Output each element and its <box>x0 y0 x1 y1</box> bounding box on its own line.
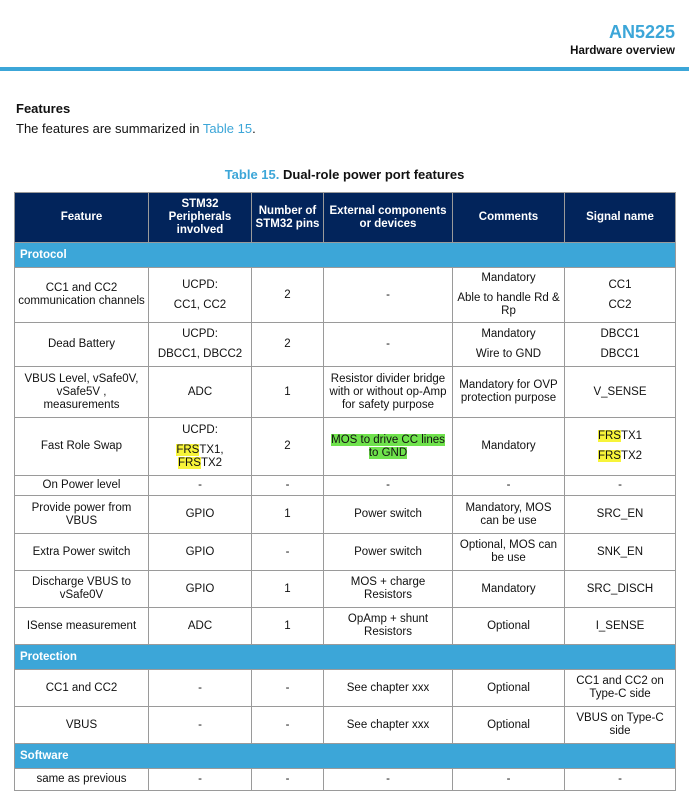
cell-external: - <box>324 769 453 791</box>
cell-external <box>324 418 453 476</box>
intro-period: . <box>252 121 256 136</box>
table-header-row <box>15 193 676 243</box>
cell-comments: Optional <box>453 608 565 645</box>
table-row <box>15 476 676 496</box>
cell-pins: - <box>252 670 324 707</box>
group-label: Software <box>15 744 676 769</box>
cell-pins: 1 <box>252 496 324 534</box>
cell-external: - <box>324 268 453 323</box>
table-caption-title: Dual-role power port features <box>283 167 465 182</box>
col-header-external: External components or devices <box>324 193 453 243</box>
cell-external: Power switch <box>324 534 453 571</box>
cell-signal: V_SENSE <box>565 367 676 418</box>
cell-pins: 2 <box>252 418 324 476</box>
cell-comments: Mandatory <box>453 418 565 476</box>
cell-signal: CC1 and CC2 on Type-C side <box>565 670 676 707</box>
group-row-protection <box>15 645 676 670</box>
cell-feature: CC1 and CC2 <box>15 670 149 707</box>
section-title: Features <box>16 101 71 116</box>
cell-pins: 2 <box>252 268 324 323</box>
frs-highlight: FRS <box>597 430 621 442</box>
cell-comments: - <box>453 476 565 496</box>
cell-peripherals: UCPD: DBCC1, DBCC2 <box>149 323 252 367</box>
col-header-signal: Signal name <box>565 193 676 243</box>
table-row <box>15 418 676 476</box>
cell-feature: VBUS Level, vSafe0V, vSafe5V , measurements <box>15 367 149 418</box>
cell-external: - <box>324 476 453 496</box>
col-header-comments: Comments <box>453 193 565 243</box>
header-divider <box>0 67 689 71</box>
cell-signal: - <box>565 476 676 496</box>
cell-external: - <box>324 323 453 367</box>
table-caption-number: Table 15. <box>224 167 280 182</box>
frs-highlight: FRS <box>177 456 201 469</box>
cell-external: See chapter xxx <box>324 670 453 707</box>
col-header-feature: Feature <box>15 193 149 243</box>
cell-comments: Optional <box>453 707 565 744</box>
table-row <box>15 707 676 744</box>
cell-feature: Extra Power switch <box>15 534 149 571</box>
cell-signal: SRC_EN <box>565 496 676 534</box>
cell-external: Power switch <box>324 496 453 534</box>
table-caption <box>0 167 689 182</box>
cell-external: Resistor divider bridge with or without op-Amp for safety purpose <box>324 367 453 418</box>
cell-feature: On Power level <box>15 476 149 496</box>
cell-peripherals: ADC <box>149 367 252 418</box>
group-row-software <box>15 744 676 769</box>
cell-pins: 1 <box>252 608 324 645</box>
col-header-pins: Number of STM32 pins <box>252 193 324 243</box>
cell-pins: 1 <box>252 367 324 418</box>
cell-peripherals: GPIO <box>149 571 252 608</box>
document-id: AN5225 <box>608 22 675 42</box>
table-row <box>15 323 676 367</box>
cell-pins: - <box>252 476 324 496</box>
intro-paragraph <box>16 121 256 136</box>
cell-external: See chapter xxx <box>324 707 453 744</box>
cell-peripherals: - <box>149 707 252 744</box>
cell-peripherals: - <box>149 476 252 496</box>
cell-comments: - <box>453 769 565 791</box>
table-row <box>15 534 676 571</box>
mos-highlight: MOS to drive CC lines to GND <box>331 433 445 459</box>
header-section-name: Hardware overview <box>570 45 675 57</box>
cell-pins: - <box>252 769 324 791</box>
frs-highlight: FRS <box>176 443 200 456</box>
cell-pins: 1 <box>252 571 324 608</box>
cell-signal: DBCC1 DBCC1 <box>565 323 676 367</box>
cell-feature: same as previous <box>15 769 149 791</box>
cell-feature: VBUS <box>15 707 149 744</box>
table-15-link[interactable]: Table 15 <box>202 121 253 136</box>
cell-peripherals: UCPD: CC1, CC2 <box>149 268 252 323</box>
group-row-protocol <box>15 243 676 268</box>
cell-external: OpAmp + shunt Resistors <box>324 608 453 645</box>
table-row <box>15 268 676 323</box>
intro-text: The features are summarized in <box>16 121 203 136</box>
cell-feature: Provide power from VBUS <box>15 496 149 534</box>
cell-peripherals: - <box>149 670 252 707</box>
cell-peripherals: UCPD: FRSTX1, FRSTX2 <box>149 418 252 476</box>
group-label: Protection <box>15 645 676 670</box>
cell-signal: VBUS on Type-C side <box>565 707 676 744</box>
cell-peripherals: ADC <box>149 608 252 645</box>
table-row <box>15 496 676 534</box>
cell-pins: - <box>252 707 324 744</box>
cell-pins: 2 <box>252 323 324 367</box>
cell-external: MOS + charge Resistors <box>324 571 453 608</box>
table-row <box>15 571 676 608</box>
features-table <box>14 192 676 791</box>
cell-signal: I_SENSE <box>565 608 676 645</box>
cell-comments: Mandatory Wire to GND <box>453 323 565 367</box>
cell-signal: SRC_DISCH <box>565 571 676 608</box>
table-row <box>15 670 676 707</box>
cell-peripherals: GPIO <box>149 534 252 571</box>
cell-comments: Mandatory for OVP protection purpose <box>453 367 565 418</box>
cell-comments: Mandatory, MOS can be use <box>453 496 565 534</box>
group-label: Protocol <box>15 243 676 268</box>
cell-peripherals: GPIO <box>149 496 252 534</box>
cell-feature: CC1 and CC2 communication channels <box>15 268 149 323</box>
cell-signal: - <box>565 769 676 791</box>
cell-signal: SNK_EN <box>565 534 676 571</box>
cell-comments: Optional <box>453 670 565 707</box>
cell-comments: Mandatory Able to handle Rd & Rp <box>453 268 565 323</box>
cell-feature: Discharge VBUS to vSafe0V <box>15 571 149 608</box>
col-header-peripherals: STM32 Peripherals involved <box>149 193 252 243</box>
cell-comments: Optional, MOS can be use <box>453 534 565 571</box>
cell-signal: CC1 CC2 <box>565 268 676 323</box>
table-row <box>15 769 676 791</box>
cell-signal: FRSTX1 FRSTX2 <box>565 418 676 476</box>
cell-comments: Mandatory <box>453 571 565 608</box>
cell-feature: Dead Battery <box>15 323 149 367</box>
table-row <box>15 608 676 645</box>
cell-pins: - <box>252 534 324 571</box>
cell-peripherals: - <box>149 769 252 791</box>
cell-feature: Fast Role Swap <box>15 418 149 476</box>
cell-feature: ISense measurement <box>15 608 149 645</box>
frs-highlight: FRS <box>597 450 621 462</box>
table-row <box>15 367 676 418</box>
